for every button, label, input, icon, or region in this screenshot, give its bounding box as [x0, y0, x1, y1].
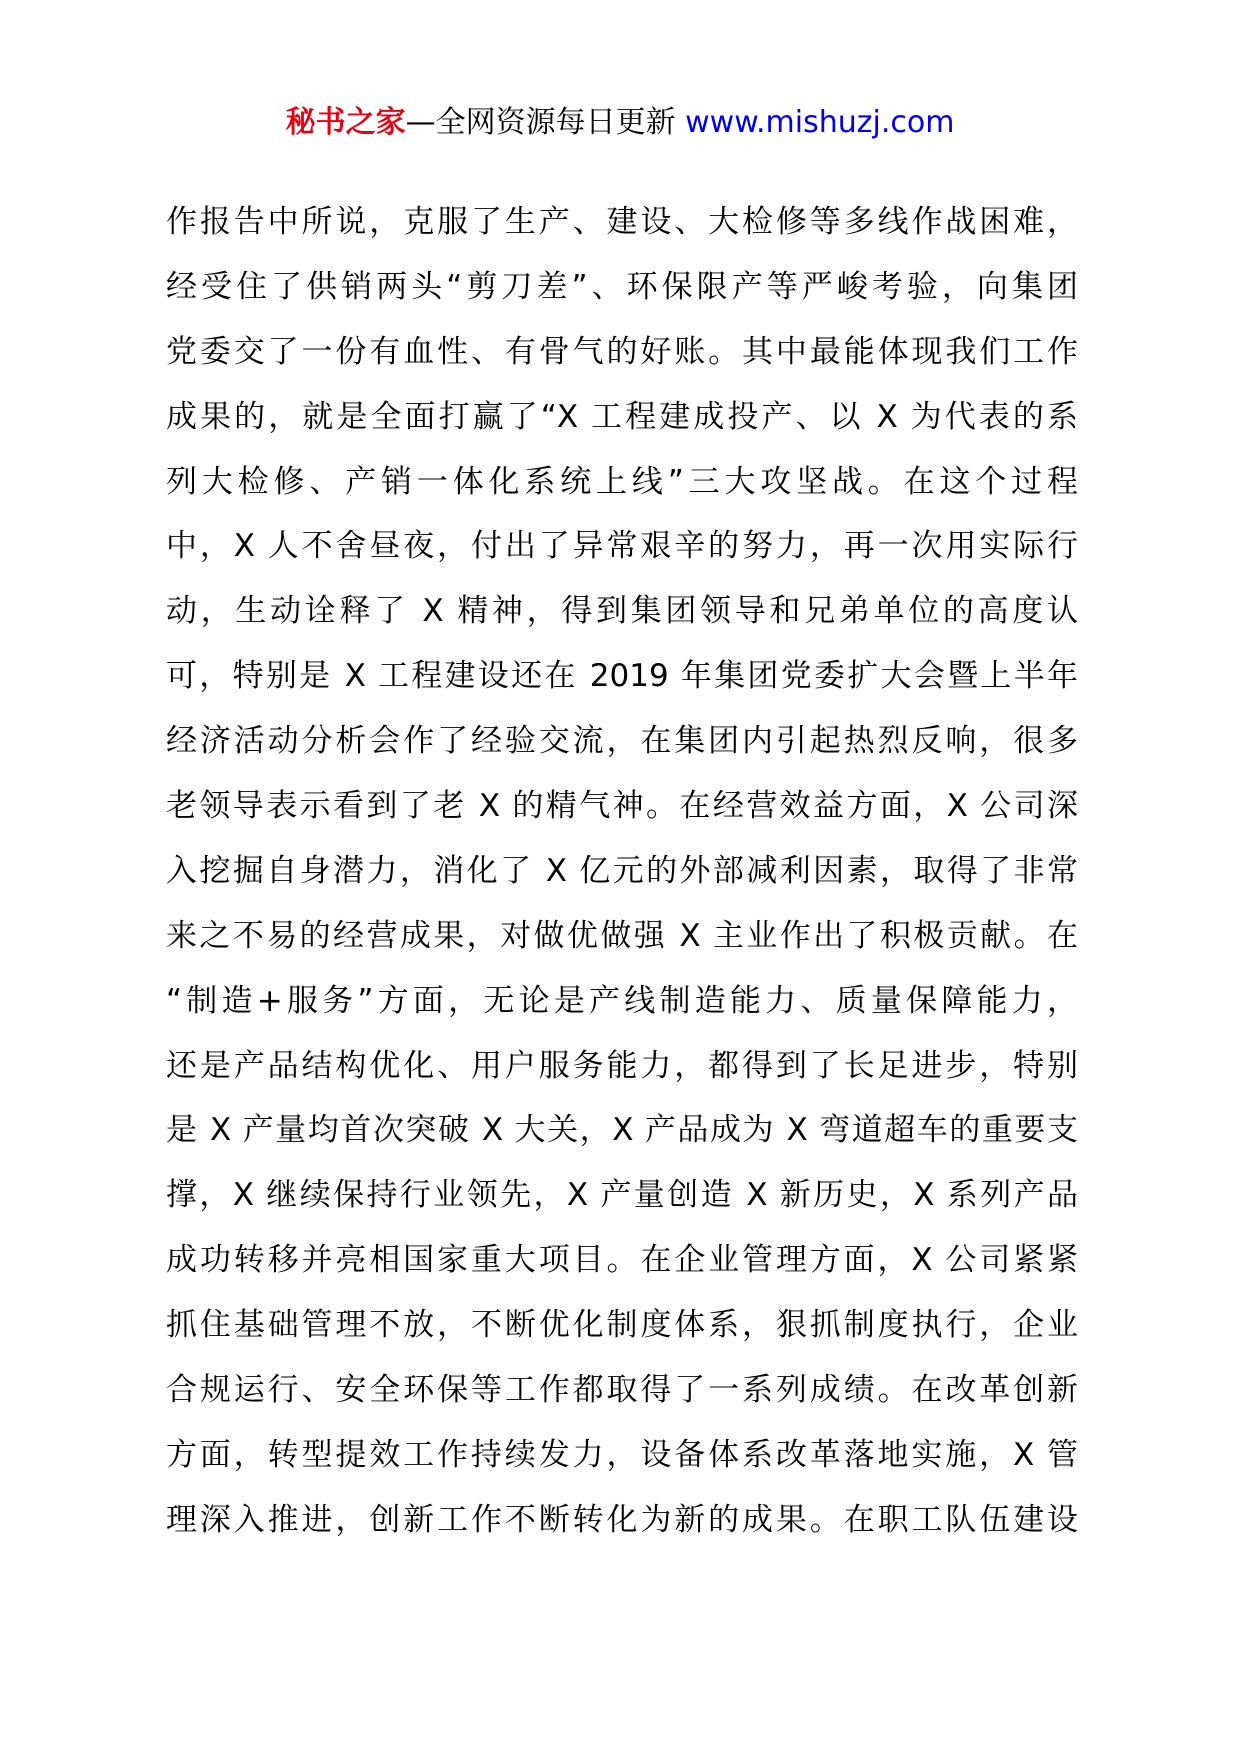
body-line: 作报告中所说，克服了生产、建设、大检修等多线作战困难， — [166, 204, 1078, 240]
body-line: 成功转移并亮相国家重大项目。在企业管理方面，X 公司紧紧 — [166, 1242, 1078, 1279]
body-line: 经济活动分析会作了经验交流，在集团内引起热烈反响，很多 — [166, 723, 1078, 760]
body-line: 是 X 产量均首次突破 X 大关，X 产品成为 X 弯道超车的重要支 — [166, 1112, 1078, 1149]
body-line: 入挖掘自身潜力，消化了 X 亿元的外部减利因素，取得了非常 — [166, 852, 1078, 889]
body-line: 合规运行、安全环保等工作都取得了一系列成绩。在改革创新 — [166, 1372, 1078, 1409]
header-site-link[interactable]: www.mishuzj.com — [685, 105, 955, 140]
header-tagline: —全网资源每日更新 — [405, 105, 676, 140]
body-line: 党委交了一份有血性、有骨气的好账。其中最能体现我们工作 — [166, 333, 1078, 370]
body-line: 可，特别是 X 工程建设还在 2019 年集团党委扩大会暨上半年 — [166, 658, 1078, 695]
body-line: 撑，X 继续保持行业领先，X 产量创造 X 新历史，X 系列产品 — [166, 1177, 1078, 1214]
body-line: 来之不易的经营成果，对做优做强 X 主业作出了积极贡献。在 — [166, 917, 1078, 954]
body-line: 抓住基础管理不放，不断优化制度体系，狠抓制度执行，企业 — [166, 1307, 1078, 1344]
body-line: 还是产品结构优化、用户服务能力，都得到了长足进步，特别 — [166, 1047, 1078, 1084]
document-body — [166, 190, 1078, 1553]
body-line: 老领导表示看到了老 X 的精气神。在经营效益方面，X 公司深 — [166, 788, 1078, 825]
header-brand: 秘书之家 — [285, 105, 406, 140]
body-line: 成果的，就是全面打赢了“X 工程建成投产、以 X 为代表的系 — [166, 398, 1078, 435]
body-line: 理深入推进，创新工作不断转化为新的成果。在职工队伍建设 — [166, 1501, 1078, 1538]
page-header — [0, 100, 1240, 146]
body-line: 经受住了供销两头“剪刀差”、环保限产等严峻考验，向集团 — [166, 268, 1078, 305]
body-line: 列大检修、产销一体化系统上线”三大攻坚战。在这个过程 — [166, 463, 1078, 500]
body-line: “制造+服务”方面，无论是产线制造能力、质量保障能力， — [166, 982, 1078, 1019]
body-line: 方面，转型提效工作持续发力，设备体系改革落地实施，X 管 — [166, 1436, 1078, 1473]
body-line: 动，生动诠释了 X 精神，得到集团领导和兄弟单位的高度认 — [166, 593, 1078, 630]
body-line: 中，X 人不舍昼夜，付出了异常艰辛的努力，再一次用实际行 — [166, 528, 1078, 565]
